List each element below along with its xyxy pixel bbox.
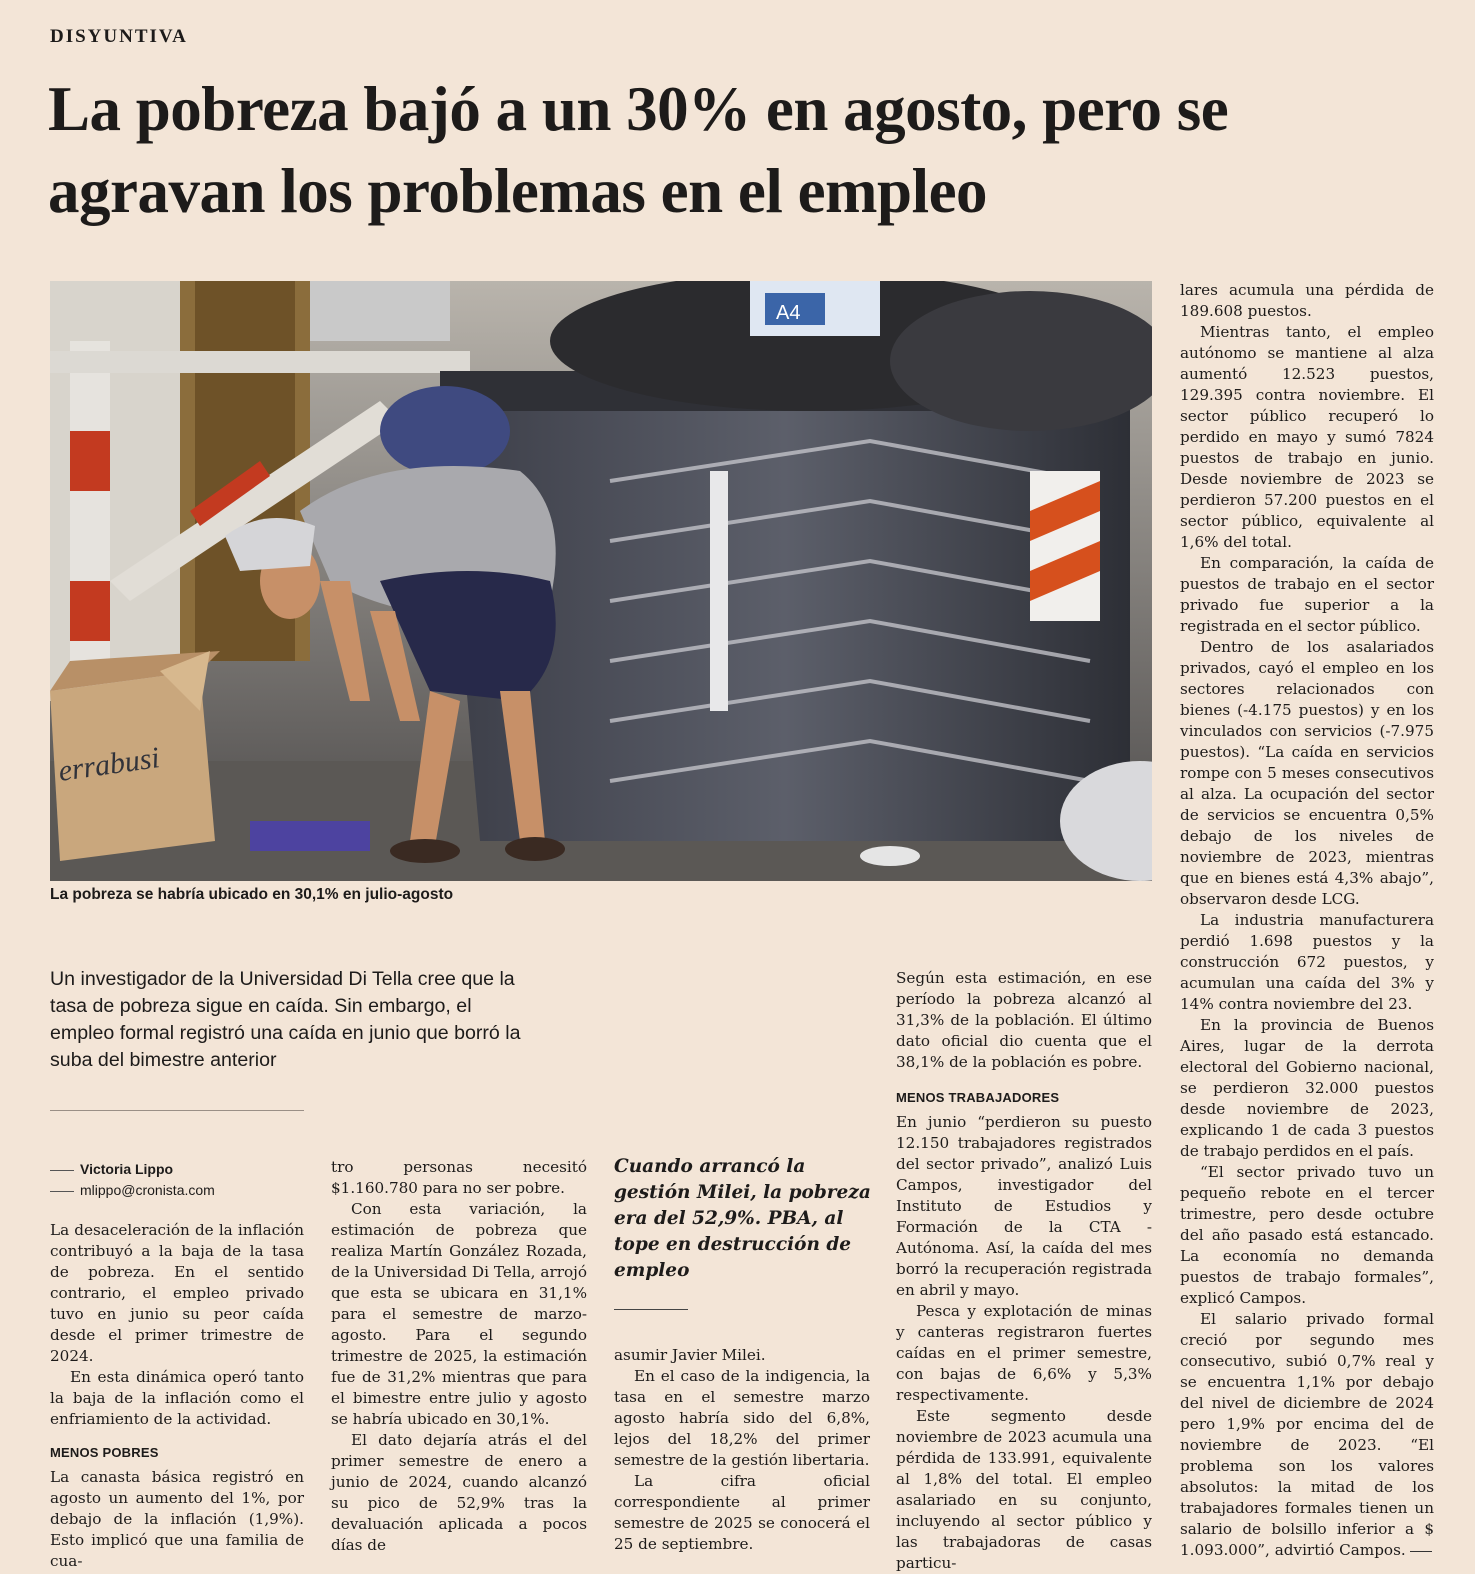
byline (50, 1159, 310, 1201)
article-end-mark (1410, 1551, 1432, 1552)
paragraph: Este segmento desde noviembre de 2023 acumula una pérdida de 133.991, equivalente al 1,8% del total. El empleo asalariado en su conjunto, incluyendo al sector público y las trabajadoras de casas particu- (896, 1407, 1152, 1572)
paragraph: Mientras tanto, el empleo autónomo se mantiene al alza aumentó 12.523 puestos, 129.395 contra noviembre. El sector público recuperó lo perdido en mayo y sumó 7824 puestos de trabajo en junio. Desde noviembre de 2023 se perdieron 57.200 puestos en el sector público, equivalente al 1,6% del total. (1180, 323, 1434, 551)
paragraph (1180, 1309, 1434, 1561)
paragraph: “El sector privado tuvo un pequeño rebote en el tercer trimestre, pero desde octubre del año pasado está estancado. La economía no demanda puestos de trabajo formales”, explicó Campos. (1180, 1163, 1434, 1307)
paragraph: La industria manufacturera perdió 1.698 puestos y la construcción 672 puestos, y acumulan una caída del 3% y 14% contra noviembre del 23. (1180, 911, 1434, 1013)
paragraph: La cifra oficial correspondiente al primer semestre de 2025 se conocerá el 25 de septiembre. (614, 1472, 870, 1553)
pull-quote-divider (614, 1309, 688, 1310)
lead-paragraph: Un investigador de la Universidad Di Tella cree que la tasa de pobreza sigue en caída. Sin embargo, el empleo formal registró una caída en junio que borró la suba del bimestre anterior (50, 968, 521, 1071)
byline-author: Victoria Lippo (80, 1161, 174, 1177)
paragraph: En esta dinámica operó tanto la baja de la inflación como el enfriamiento de la actividad. (50, 1368, 304, 1428)
paragraph: asumir Javier Milei. (614, 1346, 766, 1364)
article-column-2 (331, 1157, 587, 1556)
byline-email[interactable]: mlippo@cronista.com (80, 1182, 215, 1198)
paragraph: En comparación, la caída de puestos de trabajo en el sector privado fue superior a la registrada en el sector público. (1180, 554, 1434, 635)
paragraph: En el caso de la indigencia, la tasa en el semestre marzo agosto habría sido del 6,8%, lejos del 18,2% del primer semestre de la gestión libertaria. (614, 1367, 870, 1469)
article-column-4 (896, 968, 1152, 1574)
byline-dash (50, 1170, 74, 1171)
paragraph: La desaceleración de la inflación contribuyó a la baja de la tasa de pobreza. En el sentido contrario, el empleo privado tuvo en junio su peor caída desde el primer trimestre de 2024. (50, 1221, 304, 1365)
paragraph: Con esta variación, la estimación de pobreza que realiza Martín González Rozada, de la Universidad Di Tella, arrojó que esta se ubicara en 31,1% para el semestre de marzo-agosto. Para el segundo trimestre de 2025, la estimación fue de 31,2% mientras que para el bimestre entre julio y agosto se habría ubicado en 30,1%. (331, 1200, 587, 1428)
article-column-1 (50, 1220, 304, 1572)
photo-box-label: A4 (776, 302, 801, 324)
lead-divider (50, 1110, 304, 1111)
headline: La pobreza bajó a un 30% en agosto, pero se agravan los problemas en el empleo (48, 74, 1229, 226)
article-column-5 (1180, 280, 1434, 1561)
article-photo (50, 281, 1152, 881)
subheading: MENOS TRABAJADORES (896, 1090, 1060, 1105)
paragraph-text: El salario privado formal creció por segundo mes consecutivo, subió 0,7% real y se encuentra 1,1% por debajo del nivel de diciembre de 2024 pero 1,9% por encima del de noviembre de 2023. “El problema son los valores absolutos: la mitad de los trabajadores formales tienen un salario de bolsillo inferior a $ 1.093.000”, advirtió Campos. (1180, 1310, 1434, 1559)
paragraph: lares acumula una pérdida de 189.608 puestos. (1180, 281, 1434, 320)
paragraph: En la provincia de Buenos Aires, lugar de la derrota electoral del Gobierno nacional, se perdieron 32.000 puestos desde noviembre de 2023, explicando 1 de cada 3 puestos de trabajo perdidos en el país. (1180, 1016, 1434, 1160)
paragraph: Según esta estimación, en ese período la pobreza alcanzó al 31,3% de la población. El último dato oficial dio cuenta que el 38,1% de la población es pobre. (896, 969, 1152, 1071)
photo-crate-brand: errabusi (56, 741, 162, 788)
section-label: DISYUNTIVA (50, 26, 188, 47)
byline-dash (50, 1191, 74, 1192)
photo-illustration (50, 281, 1152, 881)
pull-quote: Cuando arrancó la gestión Milei, la pobreza era del 52,9%. PBA, al tope en destrucción de empleo (614, 1156, 871, 1281)
paragraph: tro personas necesitó $1.160.780 para no ser pobre. (331, 1158, 587, 1197)
photo-caption: La pobreza se habría ubicado en 30,1% en julio-agosto (50, 886, 454, 903)
subheading: MENOS POBRES (50, 1445, 159, 1460)
paragraph: La canasta básica registró en agosto un aumento del 1%, por debajo de la inflación (1,9%). Esto implicó que una familia de cua- (50, 1468, 304, 1570)
paragraph: En junio “perdieron su puesto 12.150 trabajadores registrados del sector privado”, analizó Luis Campos, investigador del Instituto de Estudios y Formación de la CTA - Autónoma. Así, la caída del mes borró la recuperación registrada en abril y mayo. (896, 1113, 1152, 1299)
article-column-3 (614, 1345, 870, 1555)
paragraph: Pesca y explotación de minas y canteras registraron fuertes caídas en el primer semestre, con bajas de 6,6% y 5,3% respectivamente. (896, 1302, 1152, 1404)
paragraph: Dentro de los asalariados privados, cayó el empleo en los sectores relacionados con bienes (-4.175 puestos) y en los vinculados con servicios (-7.975 puestos). “La caída en servicios rompe con 5 meses consecutivos al alza. La ocupación del sector de servicios se encuentra 0,5% debajo de los niveles de noviembre de 2023, mientras que en bienes está 4,3% abajo”, observaron desde LCG. (1180, 638, 1434, 908)
paragraph: El dato dejaría atrás el del primer semestre de enero a junio de 2024, cuando alcanzó su pico de 52,9% tras la devaluación aplicada a pocos días de (331, 1431, 587, 1554)
